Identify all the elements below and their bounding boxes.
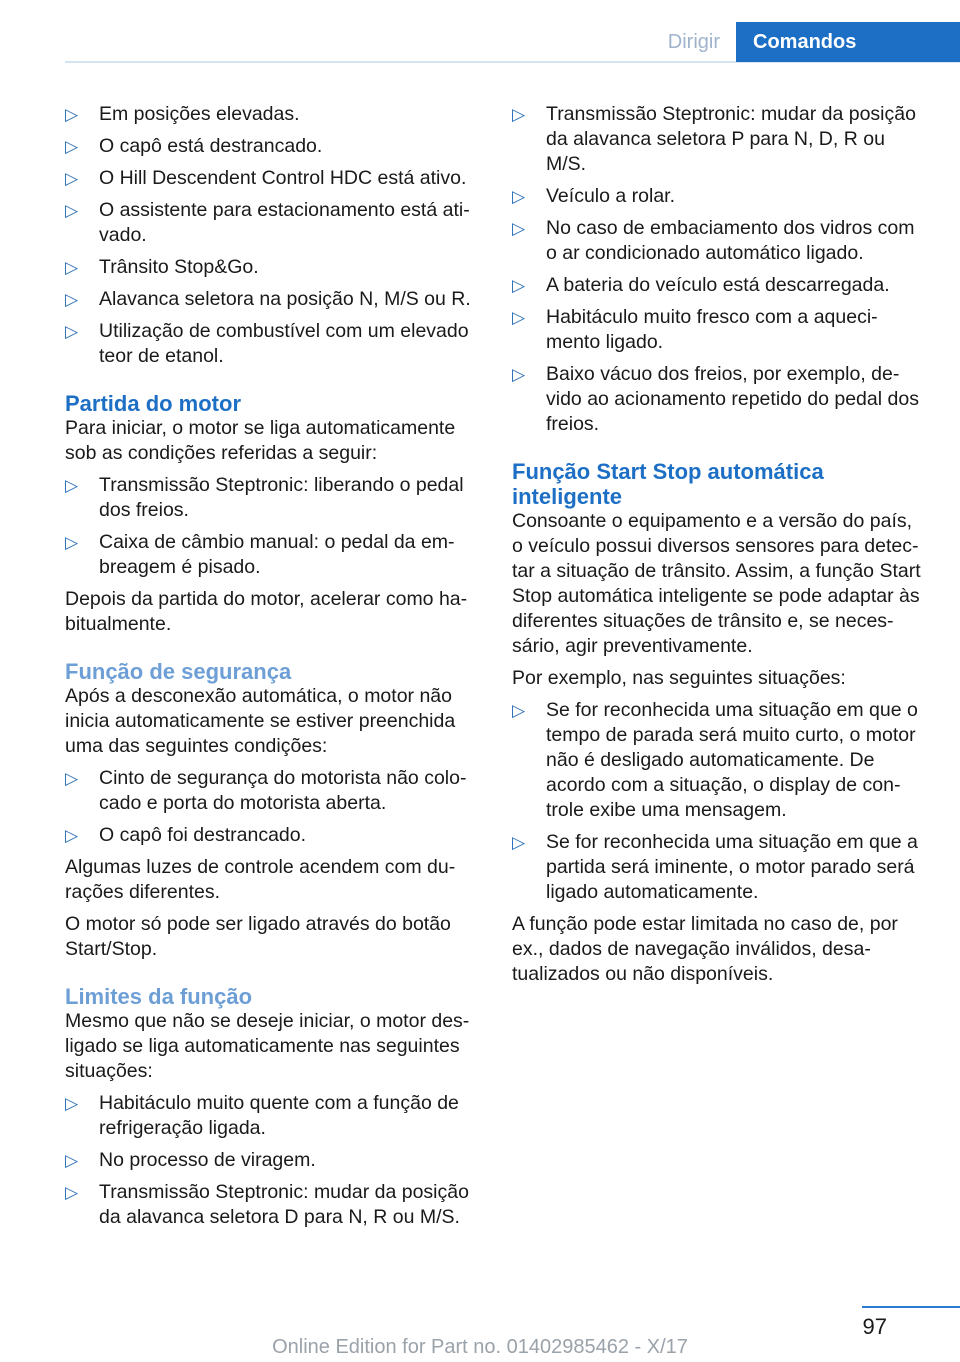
paragraph: Por exemplo, nas seguintes situações: [512, 667, 846, 689]
paragraph: Para iniciar, o motor se liga automaticamente sob as condições referidas a seguir: [65, 417, 456, 464]
section-heading: Função Start Stop automática inteligente [512, 459, 824, 509]
bullet-list [512, 698, 926, 905]
paragraph: A função pode estar limitada no caso de, por ex., dados de navegação inválidos, desa‐ tualizados ou não disponíveis. [512, 913, 898, 985]
header-section-label: Dirigir [667, 31, 720, 53]
list-item: ▷ O capô foi destrancado. [65, 824, 307, 846]
list-item: ▷ Habitáculo muito quente com a função de refrigeração ligada. [65, 1092, 459, 1139]
bullet-icon: ▷ [65, 826, 79, 845]
bullet-icon: ▷ [65, 476, 79, 495]
list-item: ▷ Transmissão Steptronic: liberando o pedal dos freios. [65, 474, 464, 521]
right-column [512, 102, 926, 994]
bullet-icon: ▷ [65, 1183, 79, 1202]
header-chapter-tab: Comandos [736, 22, 960, 62]
bullet-icon: ▷ [65, 322, 79, 341]
bullet-list [65, 1091, 479, 1230]
list-item: ▷ Alavanca seletora na posição N, M/S ou R. [65, 288, 471, 310]
left-column [65, 102, 479, 1237]
list-item: ▷ Habitáculo muito fresco com a aqueci‐ mento ligado. [512, 306, 878, 353]
footer-edition-text: Online Edition for Part no. 01402985462 - X/17 [272, 1336, 688, 1358]
list-item: ▷ Cinto de segurança do motorista não colo‐ cado e porta do motorista aberta. [65, 767, 467, 814]
bullet-list [65, 102, 479, 369]
paragraph: Algumas luzes de controle acendem com du‐ rações diferentes. [65, 856, 456, 903]
list-item: ▷ Utilização de combustível com um elevado teor de etanol. [65, 320, 469, 367]
list-item: ▷ Transmissão Steptronic: mudar da posição da alavanca seletora P para N, D, R ou M/S. [512, 103, 916, 175]
bullet-icon: ▷ [512, 308, 526, 327]
bullet-icon: ▷ [512, 365, 526, 384]
section-heading: Limites da função [65, 984, 253, 1009]
list-item: ▷ Caixa de câmbio manual: o pedal da em‐ breagem é pisado. [65, 531, 455, 578]
bullet-icon: ▷ [65, 201, 79, 220]
bullet-icon: ▷ [65, 1151, 79, 1170]
bullet-list [65, 766, 479, 848]
bullet-icon: ▷ [65, 533, 79, 552]
list-item: ▷ No caso de embaciamento dos vidros com o ar condicionado automático ligado. [512, 217, 915, 264]
bullet-icon: ▷ [65, 1094, 79, 1113]
list-item: ▷ O capô está destrancado. [65, 135, 323, 157]
bullet-icon: ▷ [65, 290, 79, 309]
bullet-icon: ▷ [512, 701, 526, 720]
bullet-icon: ▷ [65, 105, 79, 124]
bullet-icon: ▷ [65, 258, 79, 277]
paragraph: Depois da partida do motor, acelerar como ha‐ bitualmente. [65, 588, 468, 635]
list-item: ▷ Se for reconhecida uma situação em que o tempo de parada será muito curto, o motor não é desligado automaticamente. De acordo com a situação, o display de con‐ trole exibe uma mensagem. [512, 699, 918, 821]
bullet-list [65, 473, 479, 580]
page-header [0, 0, 960, 62]
bullet-icon: ▷ [512, 276, 526, 295]
list-item: ▷ Veículo a rolar. [512, 185, 675, 207]
bullet-list [512, 102, 926, 437]
list-item: ▷ Se for reconhecida uma situação em que a partida será iminente, o motor parado será ligado automaticamente. [512, 831, 918, 903]
list-item: ▷ A bateria do veículo está descarregada. [512, 274, 890, 296]
bullet-icon: ▷ [512, 187, 526, 206]
list-item: ▷ No processo de viragem. [65, 1149, 316, 1171]
paragraph: Após a desconexão automática, o motor não inicia automaticamente se estiver preenchida uma das seguintes condições: [65, 685, 456, 757]
paragraph: Consoante o equipamento e a versão do país, o veículo possui diversos sensores para detec‐ tar a situação de trânsito. Assim, a função Start Stop automática inteligente se pode adaptar às diferentes situações de trânsito e, se neces‐ sário, agir preventivamente. [512, 510, 921, 657]
section-heading: Partida do motor [65, 391, 242, 416]
paragraph: O motor só pode ser ligado através do botão Start/Stop. [65, 913, 451, 960]
list-item: ▷ Em posições elevadas. [65, 103, 300, 125]
bullet-icon: ▷ [512, 105, 526, 124]
list-item: ▷ O Hill Descendent Control HDC está ativo. [65, 167, 467, 189]
list-item: ▷ O assistente para estacionamento está ati‐ vado. [65, 199, 470, 246]
bullet-icon: ▷ [65, 169, 79, 188]
list-item: ▷ Trânsito Stop&Go. [65, 256, 259, 278]
bullet-icon: ▷ [65, 137, 79, 156]
bullet-icon: ▷ [512, 219, 526, 238]
list-item: ▷ Baixo vácuo dos freios, por exemplo, de‐ vido ao acionamento repetido do pedal dos freios. [512, 363, 919, 435]
section-heading: Função de segurança [65, 659, 292, 684]
footer-rule [862, 1306, 960, 1308]
paragraph: Mesmo que não se deseje iniciar, o motor des‐ ligado se liga automaticamente nas seguintes situações: [65, 1010, 470, 1082]
page-number: 97 [862, 1314, 887, 1339]
bullet-icon: ▷ [65, 769, 79, 788]
list-item: ▷ Transmissão Steptronic: mudar da posição da alavanca seletora D para N, R ou M/S. [65, 1181, 469, 1228]
bullet-icon: ▷ [512, 833, 526, 852]
